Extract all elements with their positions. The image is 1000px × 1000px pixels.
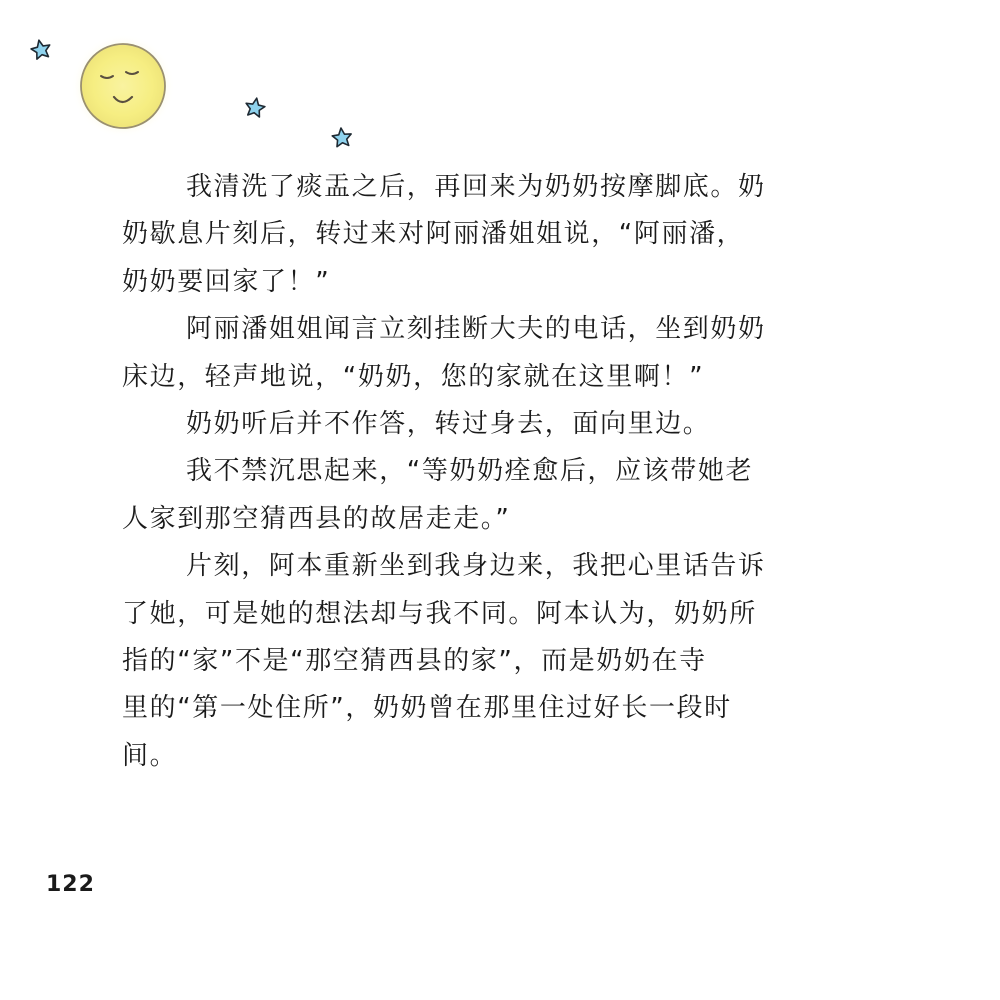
- moon-and-stars-illustration: [0, 0, 380, 170]
- text-line: 阿丽潘姐姐闻言立刻挂断大夫的电话，坐到奶奶: [186, 314, 766, 345]
- text-line: 床边，轻声地说，“奶奶，您的家就在这里啊！”: [122, 361, 705, 392]
- text-line: 我清洗了痰盂之后，再回来为奶奶按摩脚底。奶: [186, 172, 766, 202]
- text-line: 奶歇息片刻后，转过来对阿丽潘姐姐说，“阿丽潘，: [122, 219, 745, 250]
- smiling-moon-icon: [71, 34, 175, 138]
- text-line: 了她，可是她的想法却与我不同。阿本认为，奶奶所: [122, 598, 757, 629]
- star-icon: [332, 127, 353, 147]
- text-line: 奶奶听后并不作答，转过身去，面向里边。: [186, 408, 711, 439]
- text-line: 指的“家”不是“那空猜西县的家”，而是奶奶在寺: [122, 645, 707, 676]
- text-line: 里的“第一处住所”，奶奶曾在那里住过好长一段时: [122, 693, 732, 724]
- text-line: 奶奶要回家了！”: [122, 266, 331, 297]
- text-line: 我不禁沉思起来，“等奶奶痊愈后，应该带她老: [186, 456, 754, 487]
- text-line: 片刻，阿本重新坐到我身边来，我把心里话告诉: [186, 551, 766, 582]
- story-text: [122, 164, 842, 780]
- star-icon: [30, 38, 52, 60]
- page-number: 122: [46, 872, 95, 897]
- star-icon: [244, 97, 266, 118]
- text-line: 间。: [122, 740, 178, 771]
- text-line: 人家到那空猜西县的故居走走。”: [122, 503, 511, 534]
